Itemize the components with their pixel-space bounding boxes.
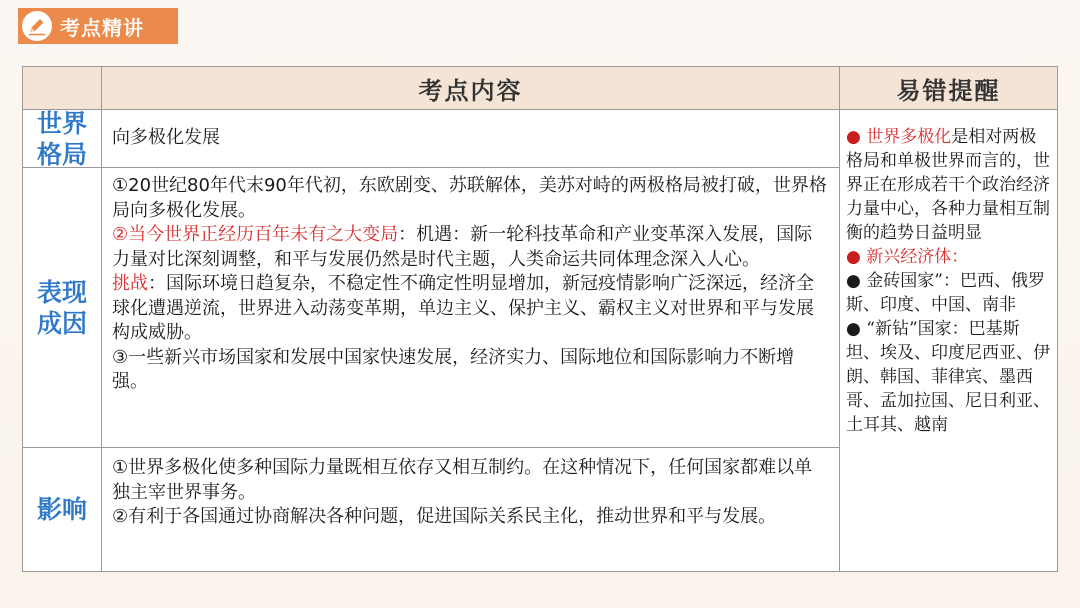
- row-content-world-pattern: 向多极化发展: [112, 127, 220, 149]
- row-label-world-pattern: 世界格局: [36, 108, 87, 169]
- section-badge: [18, 8, 178, 44]
- header-blank: [23, 67, 101, 109]
- cause-item: ①20世纪80年代末90年代初，东欧剧变、苏联解体，美苏对峙的两极格局被打破，世界格局向多极化发展。: [112, 175, 827, 221]
- impact-item: ②有利于各国通过协商解决各种问题，促进国际关系民主化，推动世界和平与发展。: [112, 506, 777, 527]
- tip-item: ● “新钻”国家：巴基斯坦、埃及、印度尼西亚、伊朗、韩国、菲律宾、墨西哥、孟加拉国、尼日利亚、土耳其、越南: [846, 319, 1050, 435]
- pencil-icon: [22, 11, 52, 41]
- tips-panel: [840, 125, 1057, 565]
- header-tips: 易错提醒: [840, 67, 1057, 109]
- cause-item: ②当今世界正经历百年未有之大变局：机遇：新一轮科技革命和产业变革深入发展，国际力量对比深刻调整，和平与发展仍然是时代主题，人类命运共同体理念深入人心。: [112, 224, 813, 270]
- bullet-icon: ●: [846, 271, 861, 291]
- impact-item: ①世界多极化使多种国际力量既相互依存又相互制约。在这种情况下，任何国家都难以单独主宰世界事务。: [112, 457, 813, 503]
- header-content: 考点内容: [102, 67, 839, 109]
- row-content-causes: [102, 168, 839, 447]
- tip-item: ● 金砖国家”：巴西、俄罗斯、印度、中国、南非: [846, 271, 1045, 315]
- tip-item: ● 世界多极化是相对两极格局和单极世界而言的，世界正在形成若干个政治经济力量中心，各种力量相互制衡的趋势日益明显: [846, 127, 1050, 243]
- cause-item: 挑战：国际环境日趋复杂，不稳定性不确定性明显增加，新冠疫情影响广泛深远，经济全球化遭遇逆流，世界进入动荡变革期，单边主义、保护主义、霸权主义对世界和平与发展构成威胁。: [112, 273, 814, 343]
- cause-item: ③一些新兴市场国家和发展中国家快速发展，经济实力、国际地位和国际影响力不断增强。: [112, 346, 795, 392]
- row-label-impact: 影响: [36, 495, 87, 524]
- knowledge-table: [22, 66, 1058, 572]
- bullet-icon: ●: [846, 319, 861, 339]
- bullet-icon: ●: [846, 247, 861, 267]
- section-title: 考点精讲: [60, 15, 144, 40]
- row-content-impact: [102, 448, 839, 571]
- row-label-causes: 表现成因: [36, 277, 87, 338]
- bullet-icon: ●: [846, 127, 861, 147]
- tip-item: ● 新兴经济体：: [846, 247, 969, 267]
